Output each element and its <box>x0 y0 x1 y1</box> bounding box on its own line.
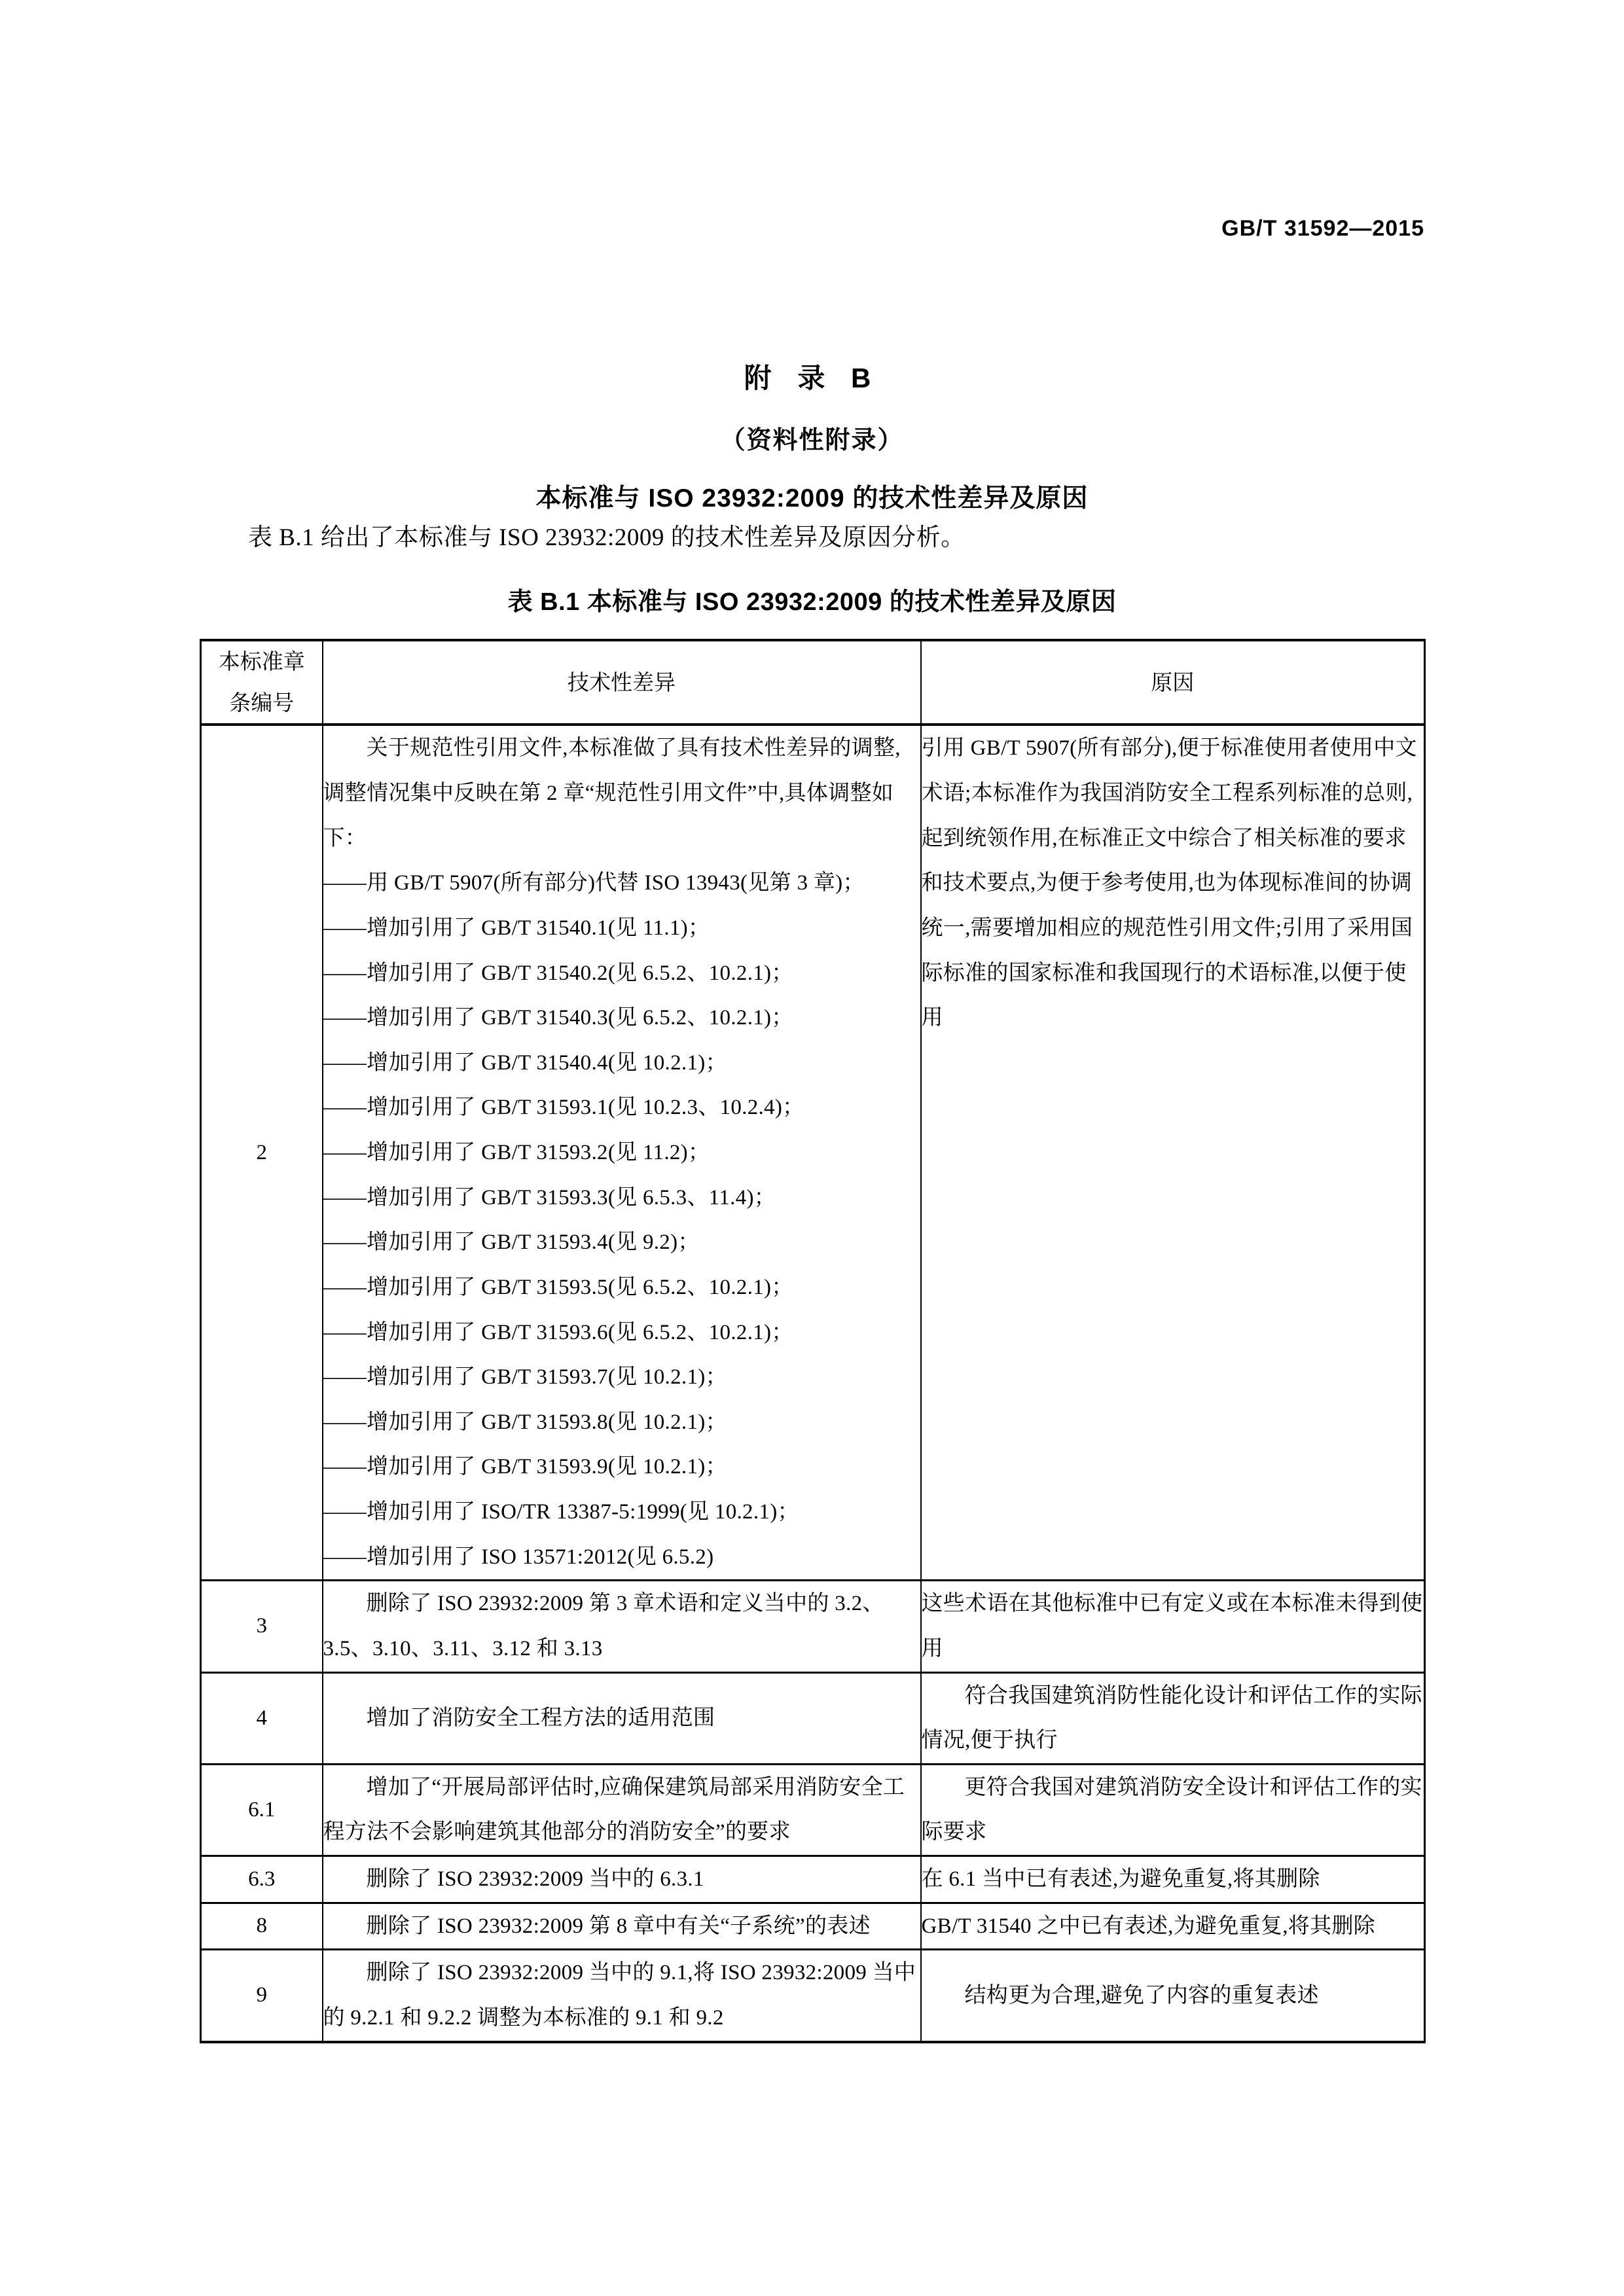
row-reason <box>921 1856 1425 1903</box>
row-reason <box>921 1903 1425 1950</box>
table-row <box>201 1950 1425 2042</box>
row-reason <box>921 1764 1425 1856</box>
page-header-standard-number: GB/T 31592—2015 <box>1221 216 1424 241</box>
difference-paragraph: 删除了 ISO 23932:2009 第 8 章中有关“子系统”的表述 <box>366 1914 871 1938</box>
difference-list-item: ——增加引用了 GB/T 31593.3(见 6.5.3、11.4)； <box>323 1185 776 1210</box>
difference-list-item: ——增加引用了 GB/T 31540.4(见 10.2.1)； <box>323 1050 727 1075</box>
difference-paragraph: 删除了 ISO 23932:2009 当中的 9.1,将 ISO 23932:2009 当中的 9.2.1 和 9.2.2 调整为本标准的 9.1 和 9.2 <box>323 1961 916 2030</box>
row-clause-number: 6.1 <box>201 1764 323 1856</box>
difference-list-item: ——增加引用了 GB/T 31593.7(见 10.2.1)； <box>323 1365 727 1390</box>
column-header-clause-number-line1: 本标准章 <box>218 649 305 673</box>
row-difference <box>323 1903 921 1950</box>
row-clause-number: 2 <box>201 725 323 1580</box>
difference-paragraph: 增加了“开展局部评估时,应确保建筑局部采用消防安全工程方法不会影响建筑其他部分的消防安全”的要求 <box>323 1775 905 1844</box>
reason-paragraph: 引用 GB/T 5907(所有部分),便于标准使用者使用中文术语;本标准作为我国消防安全工程系列标准的总则,起到统领作用,在标准正文中综合了相关标准的要求和技术要点,为便于参考使用,也为体现标准间的协调统一,需要增加相应的规范性引用文件;引用了采用国际标准的国家标准和我国现行的术语标准,以便于使用 <box>921 736 1417 1030</box>
column-header-difference: 技术性差异 <box>323 640 921 725</box>
row-difference <box>323 1581 921 1672</box>
row-reason <box>921 1672 1425 1764</box>
difference-paragraph: 删除了 ISO 23932:2009 当中的 6.3.1 <box>366 1867 704 1891</box>
intro-paragraph: 表 B.1 给出了本标准与 ISO 23932:2009 的技术性差异及原因分析。 <box>248 524 965 551</box>
column-header-clause-number <box>201 640 323 725</box>
row-difference <box>323 1950 921 2042</box>
reason-paragraph: 结构更为合理,避免了内容的重复表述 <box>964 1983 1319 2007</box>
difference-list-item: ——增加引用了 GB/T 31593.6(见 6.5.2、10.2.1)； <box>323 1320 793 1344</box>
column-header-reason: 原因 <box>921 640 1425 725</box>
difference-paragraph: 增加了消防安全工程方法的适用范围 <box>366 1706 715 1730</box>
row-clause-number: 6.3 <box>201 1856 323 1903</box>
annex-heading: 本标准与 ISO 23932:2009 的技术性差异及原因 <box>535 484 1089 512</box>
difference-list-item: ——增加引用了 GB/T 31593.4(见 9.2)； <box>323 1230 700 1255</box>
row-reason <box>921 1581 1425 1672</box>
difference-list-item: ——增加引用了 ISO/TR 13387-5:1999(见 10.2.1)； <box>323 1500 799 1524</box>
difference-list-item: ——增加引用了 GB/T 31593.9(见 10.2.1)； <box>323 1455 727 1479</box>
table-row <box>201 1672 1425 1764</box>
reason-paragraph: GB/T 31540 之中已有表述,为避免重复,将其删除 <box>921 1914 1375 1938</box>
table-body <box>201 725 1425 2041</box>
table-row <box>201 1856 1425 1903</box>
table-row <box>201 1581 1425 1672</box>
row-reason <box>921 725 1425 1580</box>
reason-paragraph: 符合我国建筑消防性能化设计和评估工作的实际情况,便于执行 <box>921 1683 1422 1753</box>
table-caption: 表 B.1 本标准与 ISO 23932:2009 的技术性差异及原因 <box>507 588 1117 616</box>
difference-paragraph: 删除了 ISO 23932:2009 第 3 章术语和定义当中的 3.2、3.5、3.10、3.11、3.12 和 3.13 <box>323 1592 884 1660</box>
annex-kind: （资料性附录） <box>720 427 904 454</box>
row-reason <box>921 1950 1425 2042</box>
technical-differences-table <box>200 639 1426 2043</box>
row-difference <box>323 1672 921 1764</box>
row-clause-number: 9 <box>201 1950 323 2042</box>
difference-paragraph: 关于规范性引用文件,本标准做了具有技术性差异的调整,调整情况集中反映在第 2 章“规范性引用文件”中,具体调整如下： <box>323 736 901 850</box>
table-row <box>201 1903 1425 1950</box>
difference-list-item: ——增加引用了 GB/T 31540.2(见 6.5.2、10.2.1)； <box>323 961 793 985</box>
difference-list-item: ——增加引用了 ISO 13571:2012(见 6.5.2) <box>323 1545 714 1569</box>
row-difference <box>323 1764 921 1856</box>
difference-list-item: ——增加引用了 GB/T 31593.1(见 10.2.3、10.2.4)； <box>323 1096 804 1120</box>
column-header-clause-number-line2: 条编号 <box>229 690 295 715</box>
annex-title-block <box>0 357 1624 514</box>
table-row <box>201 1764 1425 1856</box>
difference-list-item: ——增加引用了 GB/T 31593.8(见 10.2.1)； <box>323 1410 727 1434</box>
row-clause-number: 4 <box>201 1672 323 1764</box>
row-difference <box>323 725 921 1580</box>
table-header-row <box>201 640 1425 725</box>
row-clause-number: 3 <box>201 1581 323 1672</box>
difference-list-item: ——增加引用了 GB/T 31593.2(见 11.2)； <box>323 1141 710 1164</box>
difference-list-item: ——增加引用了 GB/T 31540.3(见 6.5.2、10.2.1)； <box>323 1006 793 1030</box>
difference-list-item: ——用 GB/T 5907(所有部分)代替 ISO 13943(见第 3 章)； <box>323 871 865 895</box>
reason-paragraph: 这些术语在其他标准中已有定义或在本标准未得到使用 <box>921 1592 1423 1660</box>
table-header <box>201 640 1425 725</box>
annex-label: 附 录 B <box>744 363 880 393</box>
reason-paragraph: 更符合我国对建筑消防安全设计和评估工作的实际要求 <box>921 1775 1422 1844</box>
row-difference <box>323 1856 921 1903</box>
difference-list-item: ——增加引用了 GB/T 31540.1(见 11.1)； <box>323 916 710 940</box>
reason-paragraph: 在 6.1 当中已有表述,为避免重复,将其删除 <box>921 1867 1320 1891</box>
difference-list-item: ——增加引用了 GB/T 31593.5(见 6.5.2、10.2.1)； <box>323 1275 793 1299</box>
row-clause-number: 8 <box>201 1903 323 1950</box>
table-row <box>201 725 1425 1580</box>
